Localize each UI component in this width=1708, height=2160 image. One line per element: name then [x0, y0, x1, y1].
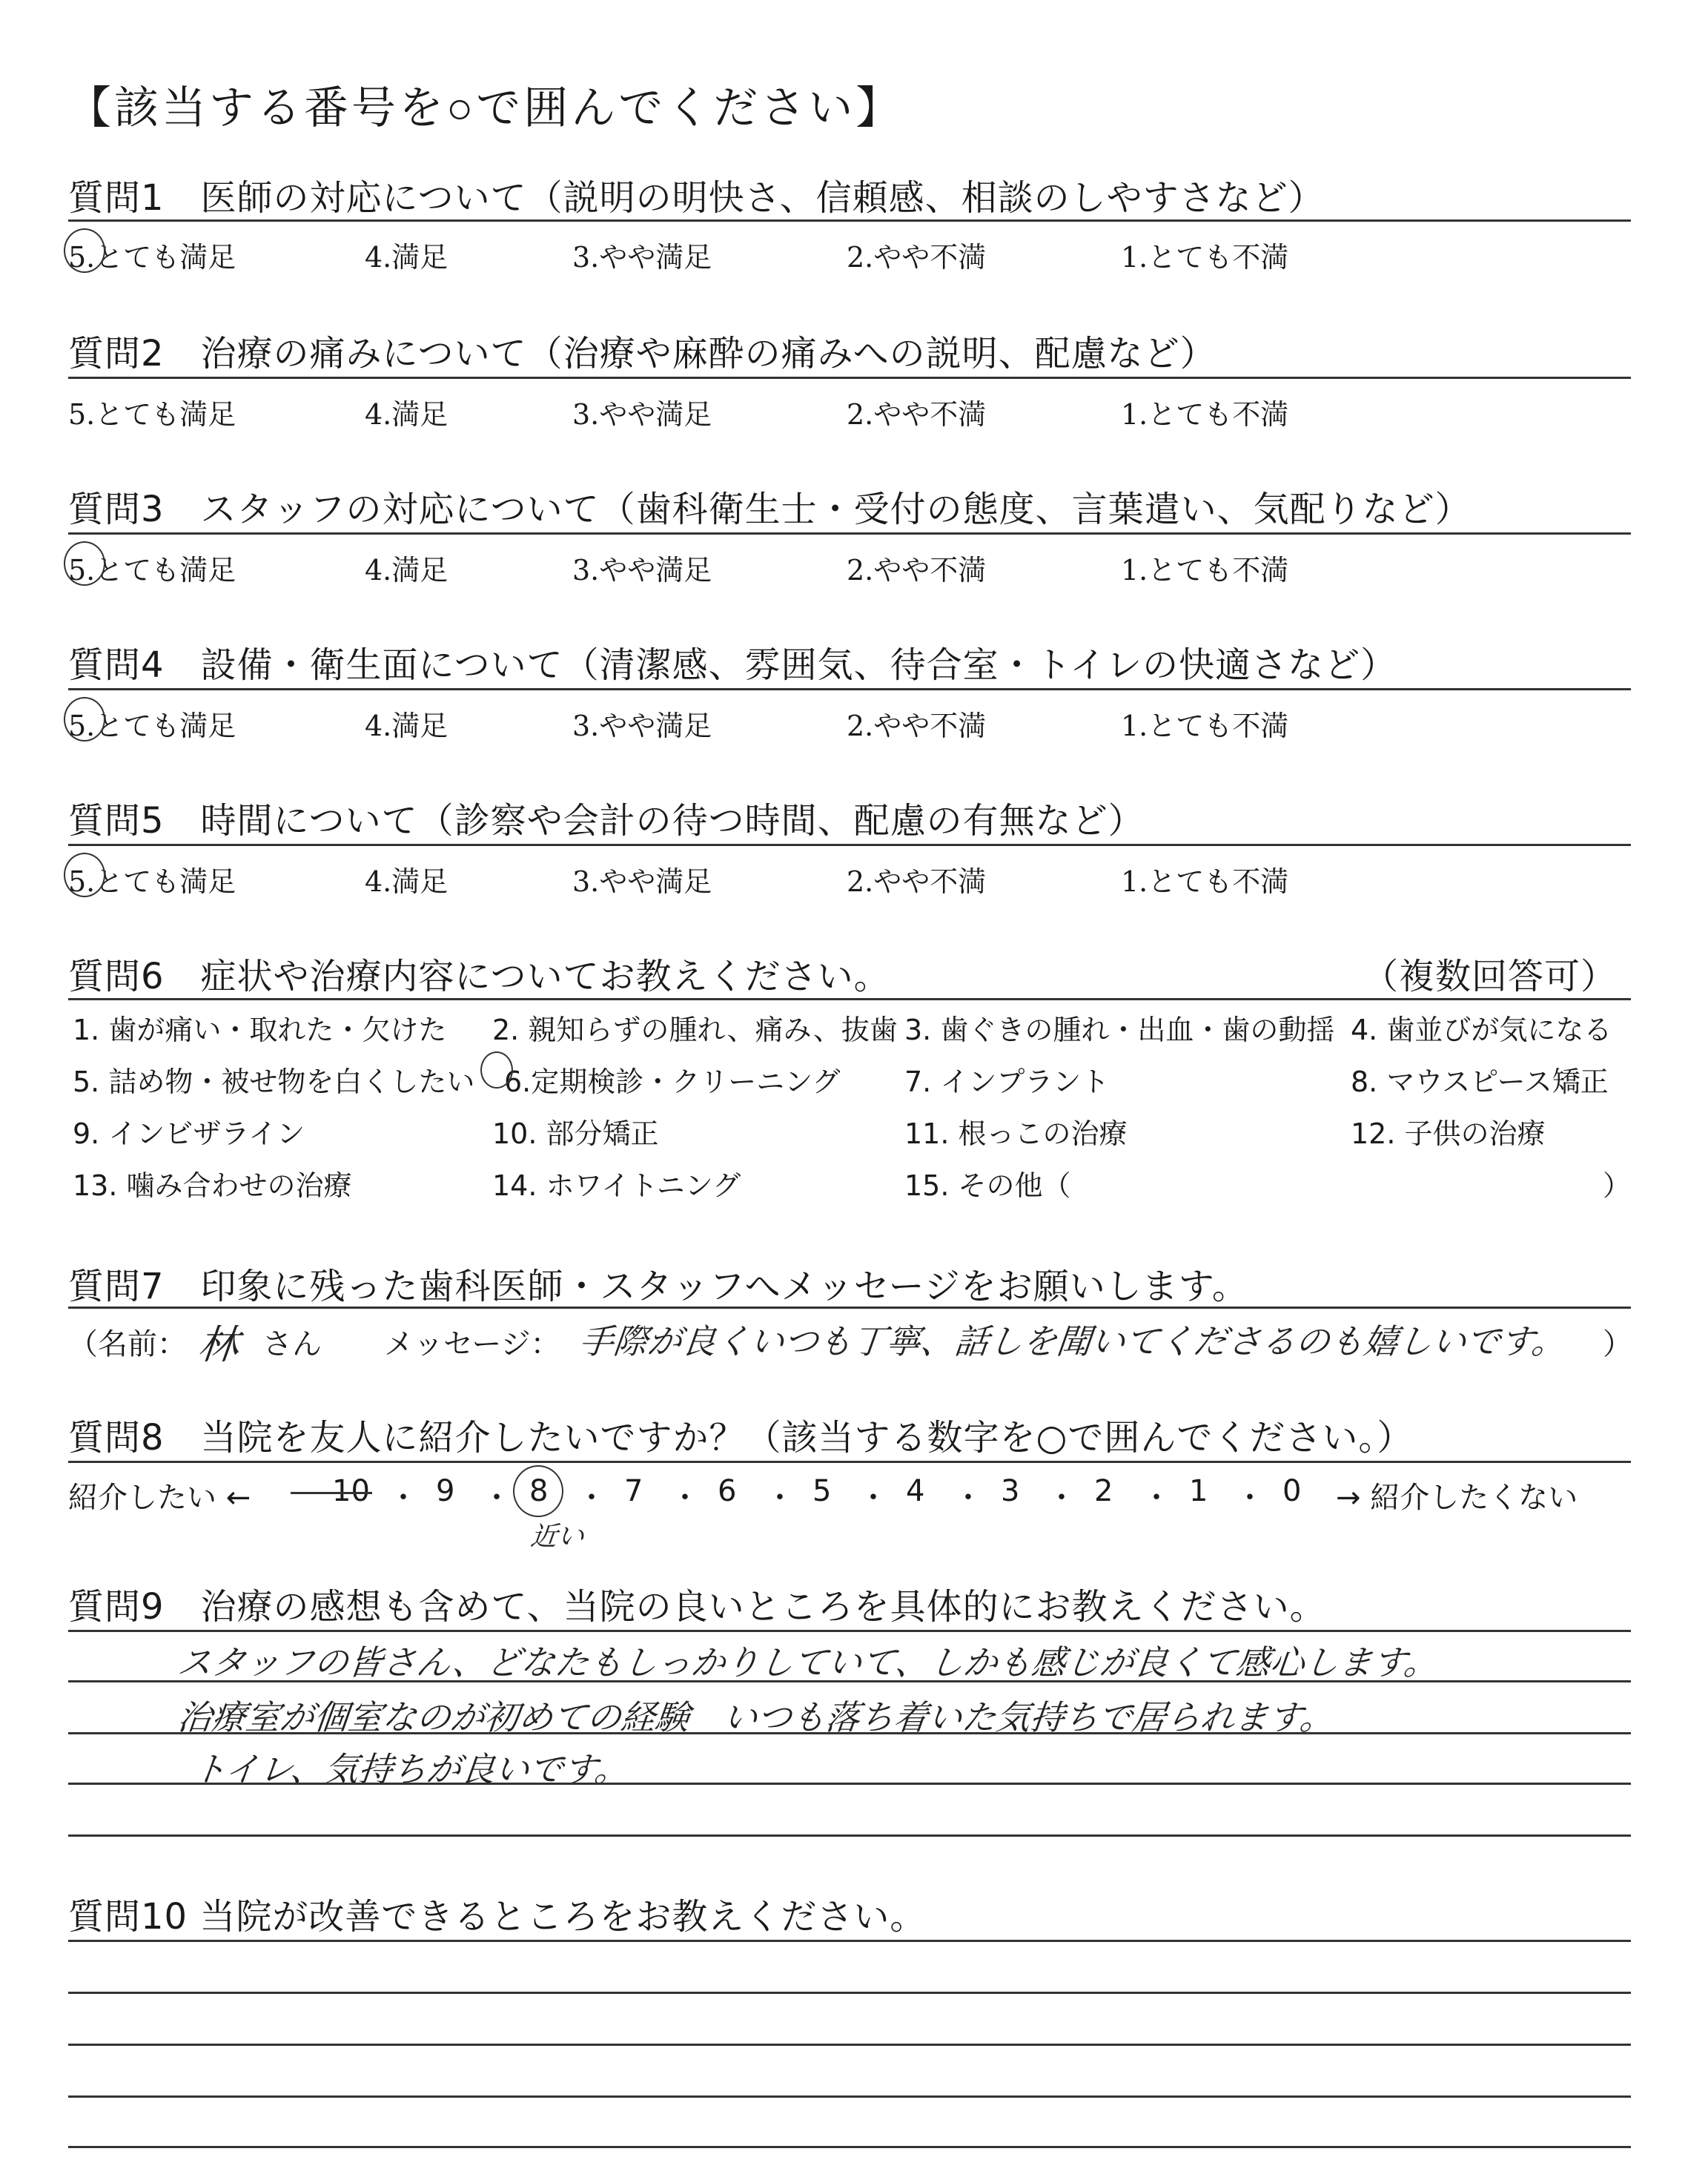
scale-4[interactable]: 4: [906, 1474, 925, 1508]
scale-8[interactable]: 8: [529, 1474, 549, 1508]
option-3[interactable]: 3.やや満足: [572, 865, 712, 898]
option-4[interactable]: 4.満足: [365, 398, 448, 431]
option-3[interactable]: 3.やや満足: [572, 398, 712, 431]
option-4[interactable]: 4.満足: [365, 241, 448, 274]
option-2[interactable]: 2.やや不満: [847, 865, 987, 898]
question-4-options: [68, 703, 1632, 742]
symptom-option-other[interactable]: 15. その他（: [904, 1169, 1071, 1202]
scale-2[interactable]: 2: [1094, 1474, 1113, 1508]
question-8-rule: [68, 1461, 1631, 1463]
question-5-title: 質問5 時間について（診察や会計の待つ時間、配慮の有無など）: [68, 800, 1145, 842]
option-1[interactable]: 1.とても不満: [1121, 710, 1289, 742]
option-4[interactable]: 4.満足: [365, 554, 448, 587]
handwritten-note: 近い: [529, 1522, 586, 1552]
selection-circle: [513, 1465, 563, 1517]
option-5[interactable]: 5.とても満足: [68, 865, 236, 898]
scale-7[interactable]: 7: [624, 1474, 643, 1508]
scale-6[interactable]: 6: [718, 1474, 737, 1508]
san-label: さん: [262, 1327, 322, 1361]
symptom-option[interactable]: 2. 親知らずの腫れ、痛み、抜歯: [492, 1014, 898, 1046]
scale-9[interactable]: 9: [436, 1474, 455, 1508]
selection-circle: [64, 541, 105, 586]
symptom-option[interactable]: 7. インプラント: [904, 1066, 1110, 1098]
question-6-note: （複数回答可）: [1363, 956, 1618, 997]
answer-line: [68, 1630, 1631, 1632]
scale-dot: ・: [482, 1481, 512, 1515]
name-value[interactable]: 林: [196, 1321, 241, 1368]
question-5-options: [68, 859, 1632, 898]
question-8-title: 質問8 当院を友人に紹介したいですか？（該当する数字を○で囲んでください。）: [68, 1417, 1414, 1459]
question-6-options: [68, 1007, 1632, 1229]
option-2[interactable]: 2.やや不満: [847, 554, 987, 587]
question-2-title: 質問2 治療の痛みについて（治療や麻酔の痛みへの説明、配慮など）: [68, 333, 1217, 374]
selection-circle: [64, 853, 105, 897]
question-3-title: 質問3 スタッフの対応について（歯科衛生士・受付の態度、言葉遣い、気配りなど）: [68, 489, 1472, 530]
option-1[interactable]: 1.とても不満: [1121, 241, 1289, 274]
selection-circle: [64, 228, 105, 273]
option-1[interactable]: 1.とても不満: [1121, 554, 1289, 587]
selection-circle: [480, 1051, 513, 1089]
question-4-title: 質問4 設備・衛生面について（清潔感、雰囲気、待合室・トイレの快適さなど）: [68, 644, 1397, 686]
scale-5[interactable]: 5: [812, 1474, 832, 1508]
answer-text[interactable]: スタッフの皆さん、どなたもしっかりしていて、しかも感じが良くて感心します。: [175, 1642, 1440, 1682]
symptom-option[interactable]: 12. 子供の治療: [1351, 1117, 1546, 1150]
instruction-header: 【該当する番号を○で囲んでください】: [67, 82, 904, 134]
recommend-scale: [68, 1474, 1634, 1519]
question-2-options: [68, 392, 1632, 431]
symptom-option[interactable]: 4. 歯並びが気になる: [1351, 1014, 1612, 1046]
scale-0[interactable]: 0: [1282, 1474, 1302, 1508]
symptom-option[interactable]: 5. 詰め物・被せ物を白くしたい: [73, 1066, 475, 1098]
answer-line: [68, 1680, 1631, 1682]
question-1-title: 質問1 医師の対応について（説明の明快さ、信頼感、相談のしやすさなど）: [68, 177, 1325, 219]
answer-line: [68, 1992, 1631, 1994]
symptom-option[interactable]: 1. 歯が痛い・取れた・欠けた: [73, 1014, 447, 1046]
scale-dot: ・: [577, 1481, 606, 1515]
question-1-options: [68, 234, 1632, 274]
option-2[interactable]: 2.やや不満: [847, 710, 987, 742]
strike-mark: [291, 1492, 372, 1494]
message-label: メッセージ：: [384, 1327, 560, 1361]
symptom-option[interactable]: 6.定期検診・クリーニング: [504, 1066, 841, 1098]
symptom-option[interactable]: 8. マウスピース矯正: [1351, 1066, 1609, 1098]
question-9-title: 質問9 治療の感想も含めて、当院の良いところを具体的にお教えください。: [68, 1586, 1326, 1628]
symptom-option[interactable]: 11. 根っこの治療: [904, 1117, 1128, 1150]
symptom-option[interactable]: 13. 噛み合わせの治療: [73, 1169, 352, 1202]
question-10-title: 質問10 当院が改善できるところをお教えください。: [68, 1896, 927, 1938]
answer-line: [68, 2095, 1631, 2098]
question-2-rule: [68, 377, 1631, 379]
option-5[interactable]: 5.とても満足: [68, 398, 236, 431]
scale-dot: ・: [858, 1481, 888, 1515]
option-1[interactable]: 1.とても不満: [1121, 865, 1289, 898]
question-4-rule: [68, 688, 1631, 690]
symptom-option[interactable]: 3. 歯ぐきの腫れ・出血・歯の動揺: [904, 1014, 1335, 1046]
scale-dot: ・: [1142, 1481, 1171, 1515]
scale-dot: ・: [1235, 1481, 1265, 1515]
option-4[interactable]: 4.満足: [365, 865, 448, 898]
question-1-rule: [68, 219, 1631, 222]
answer-text[interactable]: 治療室が個室なのが初めての経験 いつも落ち着いた気持ちで居られます。: [175, 1697, 1337, 1737]
scale-dot: ・: [1047, 1481, 1076, 1515]
answer-line: [68, 1732, 1631, 1734]
question-5-rule: [68, 844, 1631, 846]
option-3[interactable]: 3.やや満足: [572, 554, 712, 587]
answer-line: [68, 1940, 1631, 1942]
answer-line: [68, 1783, 1631, 1785]
answer-line: [68, 2044, 1631, 2046]
answer-line: [68, 2146, 1631, 2148]
message-close-paren: ）: [1603, 1327, 1632, 1361]
symptom-option[interactable]: 10. 部分矯正: [492, 1117, 659, 1150]
scale-left-label: 紹介したい ←: [68, 1481, 251, 1515]
option-5[interactable]: 5.とても満足: [68, 554, 236, 587]
message-value[interactable]: 手際が良くいつも丁寧、話しを聞いてくださるのも嬉しいです。: [577, 1321, 1568, 1361]
option-3[interactable]: 3.やや満足: [572, 710, 712, 742]
selection-circle: [64, 697, 105, 742]
question-7-title: 質問7 印象に残った歯科医師・スタッフへメッセージをお願いします。: [68, 1266, 1248, 1307]
answer-text[interactable]: トイレ、気持ちが良いです。: [190, 1749, 631, 1789]
message-row: [68, 1316, 1632, 1368]
scale-3[interactable]: 3: [1001, 1474, 1020, 1508]
option-4[interactable]: 4.満足: [365, 710, 448, 742]
scale-10[interactable]: 10: [332, 1474, 370, 1508]
other-close-paren: ）: [1603, 1169, 1632, 1202]
answer-line: [68, 1834, 1631, 1837]
option-2[interactable]: 2.やや不満: [847, 241, 987, 274]
question-3-rule: [68, 532, 1631, 535]
scale-dot: ・: [765, 1481, 795, 1515]
question-6-rule: [68, 998, 1631, 1000]
scale-1[interactable]: 1: [1189, 1474, 1208, 1508]
question-3-options: [68, 547, 1632, 587]
symptom-option[interactable]: 9. インビザライン: [73, 1117, 305, 1150]
name-label: （名前：: [68, 1327, 187, 1361]
option-3[interactable]: 3.やや満足: [572, 241, 712, 274]
option-5[interactable]: 5.とても満足: [68, 710, 236, 742]
question-6-title: 質問6 症状や治療内容についてお教えください。: [68, 956, 890, 997]
scale-right-label: → 紹介したくない: [1336, 1481, 1578, 1515]
scale-dot: ・: [953, 1481, 983, 1515]
scale-dot: ・: [670, 1481, 700, 1515]
question-7-rule: [68, 1307, 1631, 1309]
option-1[interactable]: 1.とても不満: [1121, 398, 1289, 431]
symptom-option[interactable]: 14. ホワイトニング: [492, 1169, 741, 1202]
scale-dot: ・: [388, 1481, 418, 1515]
option-2[interactable]: 2.やや不満: [847, 398, 987, 431]
option-5[interactable]: 5.とても満足: [68, 241, 236, 274]
